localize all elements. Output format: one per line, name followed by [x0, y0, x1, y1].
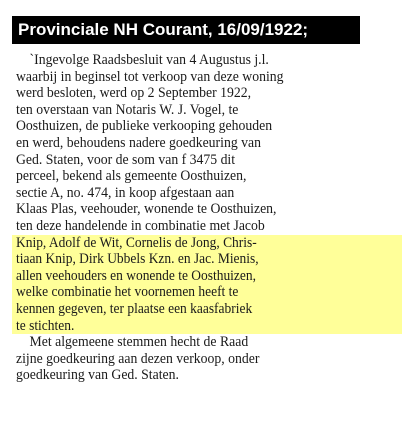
paragraph-sale — [16, 52, 398, 235]
paragraph-council — [16, 334, 398, 384]
text-line: zijne goedkeuring aan dezen verkoop, onder — [16, 350, 260, 367]
text-line: Oosthuizen, de publieke verkooping gehouden — [16, 118, 273, 135]
highlighted-line: welke combinatie het voornemen heeft te — [16, 284, 239, 301]
highlighted-line: kennen gegeven, ter plaatse een kaasfabriek — [16, 300, 253, 317]
text-line: Ged. Staten, voor de som van f 3475 dit — [16, 151, 236, 168]
highlighted-passage — [12, 235, 402, 335]
text-line: Met algemeene stemmen hecht de Raad — [29, 334, 249, 351]
text-line: werd besloten, werd op 2 September 1922, — [16, 85, 252, 102]
text-line: en werd, behoudens nadere goedkeuring van — [16, 134, 261, 151]
newspaper-caption: Provinciale NH Courant, 16/09/1922; — [12, 16, 360, 44]
text-line: goedkeuring van Ged. Staten. — [16, 367, 179, 384]
text-line: waarbij in beginsel tot verkoop van deze woning — [16, 68, 284, 85]
newspaper-clipping — [16, 52, 398, 384]
text-line: ten overstaan van Notaris W. J. Vogel, te — [16, 101, 239, 118]
highlighted-line: te stichten. — [16, 317, 75, 334]
text-line: perceel, bekend als gemeente Oosthuizen, — [16, 168, 247, 185]
highlighted-line: Knip, Adolf de Wit, Cornelis de Jong, Chris- — [16, 234, 257, 251]
text-line: Klaas Plas, veehouder, wonende te Oosthuizen, — [16, 201, 277, 218]
text-line: sectie A, no. 474, in koop afgestaan aan — [16, 184, 235, 201]
text-line: ten deze handelende in combinatie met Jacob — [16, 217, 265, 234]
highlighted-line: allen veehouders en wonende te Oosthuizen, — [16, 267, 256, 284]
text-line: `Ingevolge Raadsbesluit van 4 Augustus j.l. — [29, 52, 269, 68]
highlighted-line: tiaan Knip, Dirk Ubbels Kzn. en Jac. Mienis, — [16, 251, 259, 268]
